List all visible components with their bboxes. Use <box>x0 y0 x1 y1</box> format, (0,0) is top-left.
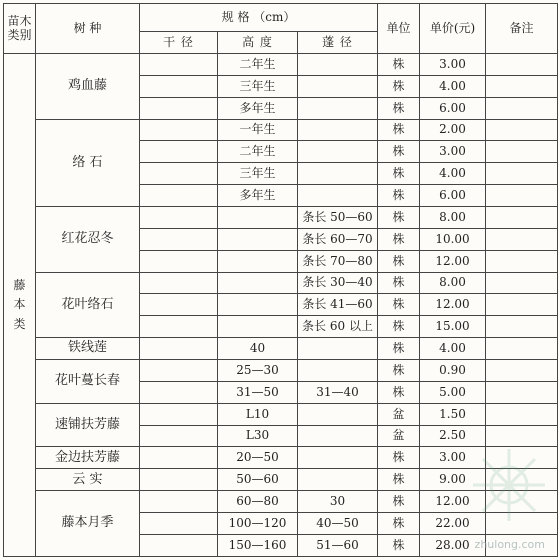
price-table-page <box>3 3 557 557</box>
height-cell: 60—80 <box>218 491 298 513</box>
crown-cell: 40—50 <box>298 513 378 535</box>
note-cell <box>486 141 558 163</box>
crown-cell <box>298 447 378 469</box>
price-cell: 2.00 <box>420 119 486 141</box>
price-cell: 2.50 <box>420 425 486 447</box>
trunk-cell <box>140 360 218 382</box>
table-row <box>4 338 558 360</box>
crown-cell <box>298 425 378 447</box>
note-cell <box>486 97 558 119</box>
price-cell: 4.00 <box>420 163 486 185</box>
trunk-cell <box>140 338 218 360</box>
trunk-cell <box>140 207 218 229</box>
header-trunk: 干 径 <box>140 32 218 54</box>
height-cell <box>218 294 298 316</box>
price-cell: 4.00 <box>420 338 486 360</box>
trunk-cell <box>140 185 218 207</box>
unit-cell: 株 <box>378 228 420 250</box>
height-cell <box>218 228 298 250</box>
header-crown: 蓬 径 <box>298 32 378 54</box>
height-cell: 二年生 <box>218 141 298 163</box>
header-row <box>4 4 558 32</box>
trunk-cell <box>140 250 218 272</box>
species-cell: 云 实 <box>36 469 140 491</box>
unit-cell: 株 <box>378 163 420 185</box>
table-row <box>4 119 558 141</box>
price-cell: 28.00 <box>420 534 486 556</box>
species-cell: 花叶络石 <box>36 272 140 338</box>
price-cell: 9.00 <box>420 469 486 491</box>
crown-cell <box>298 469 378 491</box>
unit-cell: 盆 <box>378 425 420 447</box>
note-cell <box>486 338 558 360</box>
note-cell <box>486 513 558 535</box>
note-cell <box>486 491 558 513</box>
price-cell: 3.00 <box>420 54 486 76</box>
species-cell: 藤本月季 <box>36 491 140 557</box>
trunk-cell <box>140 447 218 469</box>
table-row <box>4 272 558 294</box>
header-price: 单价(元) <box>420 4 486 54</box>
header-note: 备注 <box>486 4 558 54</box>
note-cell <box>486 447 558 469</box>
crown-cell <box>298 54 378 76</box>
crown-cell: 条长 41—60 <box>298 294 378 316</box>
header-height: 高 度 <box>218 32 298 54</box>
height-cell: 50—60 <box>218 469 298 491</box>
trunk-cell <box>140 513 218 535</box>
table-row <box>4 207 558 229</box>
unit-cell: 株 <box>378 54 420 76</box>
height-cell: 多年生 <box>218 97 298 119</box>
price-cell: 8.00 <box>420 207 486 229</box>
unit-cell: 株 <box>378 294 420 316</box>
crown-cell <box>298 360 378 382</box>
note-cell <box>486 403 558 425</box>
table-row <box>4 54 558 76</box>
trunk-cell <box>140 425 218 447</box>
unit-cell: 株 <box>378 97 420 119</box>
trunk-cell <box>140 75 218 97</box>
category-cell: 藤本类 <box>4 54 36 557</box>
unit-cell: 株 <box>378 119 420 141</box>
height-cell <box>218 316 298 338</box>
note-cell <box>486 228 558 250</box>
unit-cell: 株 <box>378 513 420 535</box>
price-cell: 3.00 <box>420 141 486 163</box>
header-species: 树 种 <box>36 4 140 54</box>
height-cell <box>218 250 298 272</box>
unit-cell: 株 <box>378 207 420 229</box>
watermark-text: zhulong.com <box>474 538 545 551</box>
note-cell <box>486 381 558 403</box>
table-row <box>4 469 558 491</box>
height-cell <box>218 272 298 294</box>
height-cell: 150—160 <box>218 534 298 556</box>
height-cell: L10 <box>218 403 298 425</box>
unit-cell: 株 <box>378 185 420 207</box>
trunk-cell <box>140 228 218 250</box>
trunk-cell <box>140 272 218 294</box>
table-row <box>4 403 558 425</box>
price-cell: 12.00 <box>420 250 486 272</box>
note-cell <box>486 425 558 447</box>
note-cell <box>486 469 558 491</box>
price-cell: 22.00 <box>420 513 486 535</box>
table-row <box>4 360 558 382</box>
unit-cell: 株 <box>378 316 420 338</box>
unit-cell: 株 <box>378 381 420 403</box>
note-cell <box>486 250 558 272</box>
crown-cell: 51—60 <box>298 534 378 556</box>
table-row <box>4 491 558 513</box>
note-cell <box>486 54 558 76</box>
header-spec: 规 格 （cm） <box>140 4 378 32</box>
trunk-cell <box>140 294 218 316</box>
crown-cell <box>298 119 378 141</box>
unit-cell: 株 <box>378 141 420 163</box>
height-cell: 100—120 <box>218 513 298 535</box>
species-cell: 速铺扶芳藤 <box>36 403 140 447</box>
note-cell <box>486 294 558 316</box>
height-cell: 20—50 <box>218 447 298 469</box>
trunk-cell <box>140 119 218 141</box>
height-cell: 三年生 <box>218 75 298 97</box>
unit-cell: 株 <box>378 338 420 360</box>
crown-cell: 条长 60—70 <box>298 228 378 250</box>
price-cell: 15.00 <box>420 316 486 338</box>
species-cell: 红花忍冬 <box>36 207 140 273</box>
crown-cell <box>298 338 378 360</box>
trunk-cell <box>140 403 218 425</box>
height-cell: 一年生 <box>218 119 298 141</box>
unit-cell: 株 <box>378 491 420 513</box>
header-unit: 单位 <box>378 4 420 54</box>
crown-cell: 条长 50—60 <box>298 207 378 229</box>
height-cell: 多年生 <box>218 185 298 207</box>
crown-cell: 31—40 <box>298 381 378 403</box>
header-category: 苗木类别 <box>4 4 36 54</box>
crown-cell <box>298 403 378 425</box>
price-cell: 5.00 <box>420 381 486 403</box>
note-cell <box>486 272 558 294</box>
height-cell: 三年生 <box>218 163 298 185</box>
unit-cell: 株 <box>378 447 420 469</box>
height-cell <box>218 207 298 229</box>
species-cell: 铁线莲 <box>36 338 140 360</box>
unit-cell: 株 <box>378 534 420 556</box>
table-row <box>4 447 558 469</box>
trunk-cell <box>140 316 218 338</box>
price-cell: 8.00 <box>420 272 486 294</box>
trunk-cell <box>140 97 218 119</box>
note-cell <box>486 119 558 141</box>
crown-cell: 30 <box>298 491 378 513</box>
price-cell: 6.00 <box>420 97 486 119</box>
species-cell: 络 石 <box>36 119 140 206</box>
price-cell: 12.00 <box>420 294 486 316</box>
species-cell: 金边扶芳藤 <box>36 447 140 469</box>
unit-cell: 株 <box>378 272 420 294</box>
unit-cell: 株 <box>378 360 420 382</box>
crown-cell <box>298 141 378 163</box>
height-cell: 31—50 <box>218 381 298 403</box>
note-cell <box>486 207 558 229</box>
trunk-cell <box>140 54 218 76</box>
crown-cell: 条长 70—80 <box>298 250 378 272</box>
nursery-price-table <box>3 3 558 557</box>
price-cell: 4.00 <box>420 75 486 97</box>
crown-cell: 条长 30—40 <box>298 272 378 294</box>
unit-cell: 盆 <box>378 403 420 425</box>
note-cell <box>486 534 558 556</box>
species-cell: 鸡血藤 <box>36 54 140 120</box>
crown-cell <box>298 185 378 207</box>
price-cell: 3.00 <box>420 447 486 469</box>
height-cell: 40 <box>218 338 298 360</box>
price-cell: 12.00 <box>420 491 486 513</box>
price-cell: 0.90 <box>420 360 486 382</box>
price-cell: 10.00 <box>420 228 486 250</box>
price-cell: 1.50 <box>420 403 486 425</box>
height-cell: 二年生 <box>218 54 298 76</box>
crown-cell <box>298 163 378 185</box>
trunk-cell <box>140 469 218 491</box>
trunk-cell <box>140 163 218 185</box>
note-cell <box>486 316 558 338</box>
note-cell <box>486 75 558 97</box>
note-cell <box>486 185 558 207</box>
crown-cell: 条长 60 以上 <box>298 316 378 338</box>
unit-cell: 株 <box>378 469 420 491</box>
note-cell <box>486 360 558 382</box>
species-cell: 花叶蔓长春 <box>36 360 140 404</box>
price-cell: 6.00 <box>420 185 486 207</box>
trunk-cell <box>140 491 218 513</box>
note-cell <box>486 163 558 185</box>
crown-cell <box>298 75 378 97</box>
trunk-cell <box>140 381 218 403</box>
trunk-cell <box>140 141 218 163</box>
unit-cell: 株 <box>378 250 420 272</box>
trunk-cell <box>140 534 218 556</box>
height-cell: 25—30 <box>218 360 298 382</box>
crown-cell <box>298 97 378 119</box>
unit-cell: 株 <box>378 75 420 97</box>
height-cell: L30 <box>218 425 298 447</box>
